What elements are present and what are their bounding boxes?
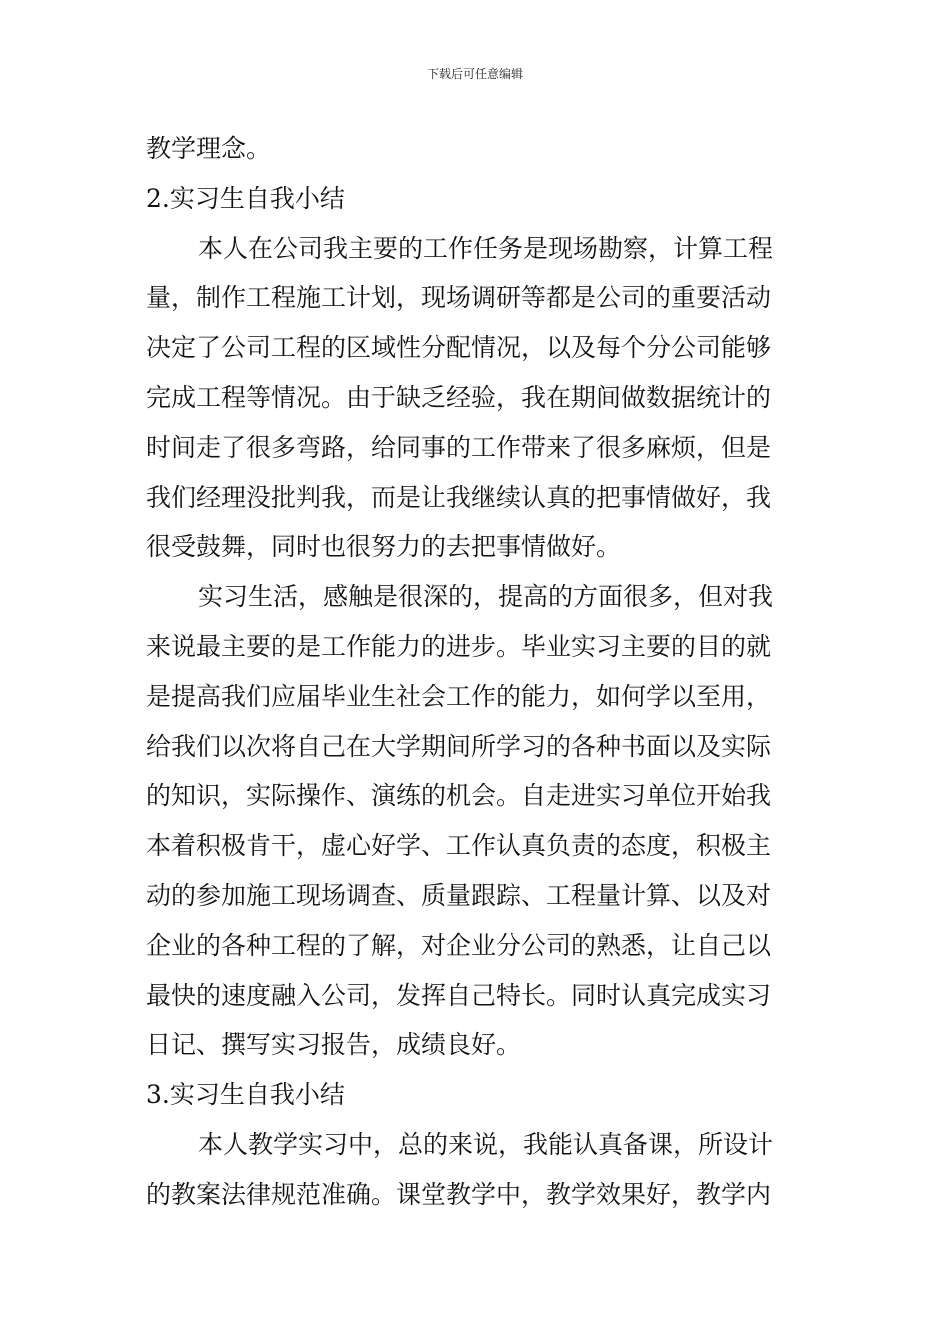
text-line: 实习生活，感触是很深的，提高的方面很多，但对我 — [198, 582, 774, 612]
text-line: 量，制作工程施工计划，现场调研等都是公司的重要活动 — [146, 283, 772, 313]
text-line: 的知识，实际操作、演练的机会。自走进实习单位开始我 — [146, 781, 772, 811]
text-line: 本人在公司我主要的工作任务是现场勘察，计算工程 — [198, 233, 774, 263]
text-line: 决定了公司工程的区域性分配情况，以及每个分公司能够 — [146, 333, 772, 363]
text-line: 日记、撰写实习报告，成绩良好。 — [146, 1030, 522, 1060]
page-header: 下载后可任意编辑 — [426, 67, 523, 81]
text-line: 动的参加施工现场调查、质量跟踪、工程量计算、以及对 — [146, 880, 772, 910]
text-line: 很受鼓舞，同时也很努力的去把事情做好。 — [146, 532, 622, 562]
text-line: 完成工程等情况。由于缺乏经验，我在期间做数据统计的 — [146, 382, 772, 412]
document-body — [146, 124, 808, 1220]
text-line: 来说最主要的是工作能力的进步。毕业实习主要的目的就 — [146, 631, 772, 661]
text-line: 时间走了很多弯路，给同事的工作带来了很多麻烦，但是 — [146, 432, 772, 462]
text-line: 企业的各种工程的了解，对企业分公司的熟悉，让自己以 — [146, 930, 772, 960]
text-line: 3.实习生自我小结 — [146, 1080, 345, 1110]
text-line: 最快的速度融入公司，发挥自己特长。同时认真完成实习 — [146, 980, 772, 1010]
text-line: 我们经理没批判我，而是让我继续认真的把事情做好，我 — [146, 482, 772, 512]
text-line: 2.实习生自我小结 — [146, 183, 345, 213]
text-line: 给我们以次将自己在大学期间所学习的各种书面以及实际 — [146, 731, 772, 761]
text-line: 本着积极肯干，虚心好学、工作认真负责的态度，积极主 — [146, 831, 772, 861]
text-line: 教学理念。 — [146, 134, 272, 163]
text-line: 是提高我们应届毕业生社会工作的能力，如何学以至用， — [146, 681, 772, 711]
text-line: 的教案法律规范准确。课堂教学中，教学效果好，教学内 — [146, 1179, 772, 1209]
text-line: 本人教学实习中，总的来说，我能认真备课，所设计 — [198, 1129, 774, 1159]
